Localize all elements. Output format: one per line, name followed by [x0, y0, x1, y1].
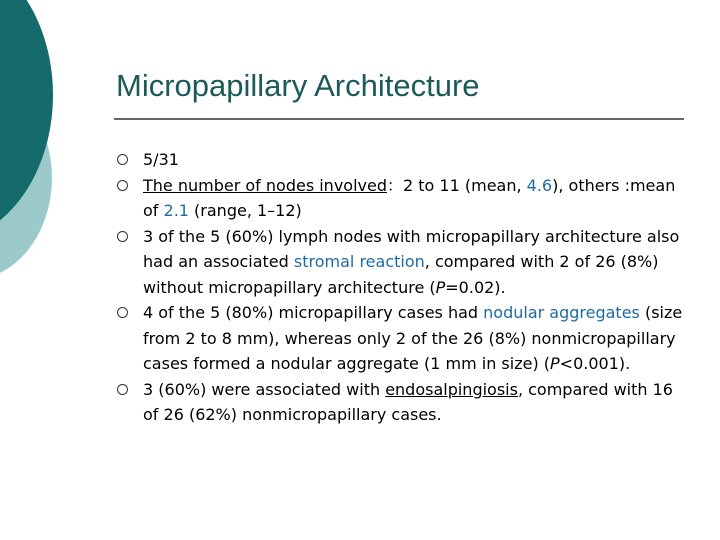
bullet-text: ), others :mean of [143, 175, 676, 220]
bullet-text: =0.02). [445, 277, 506, 297]
slide-title: Micropapillary Architecture [116, 68, 480, 103]
decorative-circles [0, 0, 60, 290]
bullet-text: , compared with 2 of 26 (8%) without micropapillary architecture ( [143, 252, 659, 297]
bullet-text: 5/31 [143, 150, 179, 169]
underlined-term: The number of nodes involved [143, 175, 387, 195]
highlight-value: 4.6 [526, 175, 553, 195]
bullet-item [117, 173, 687, 224]
bullet-item [117, 300, 687, 377]
highlight-term: nodular aggregates [483, 303, 640, 322]
bullet-text: , compared with 16 of 26 (62%) nonmicropapillary cases. [143, 379, 673, 424]
bullet-text: 3 of the 5 (60%) lymph nodes with micropapillary architecture also had an associated [143, 226, 680, 271]
title-divider [114, 118, 684, 120]
bullet-list [117, 147, 687, 428]
highlight-value: 2.1 [163, 201, 189, 220]
highlight-term: stromal reaction [293, 252, 425, 271]
bullet-item [117, 224, 687, 301]
underlined-term: endosalpingiosis [385, 379, 518, 399]
hollow-circle-icon [117, 180, 128, 191]
hollow-circle-icon [117, 154, 128, 165]
bullet-item [117, 377, 687, 428]
bullet-text: ：2 to 11 (mean, [387, 175, 527, 195]
hollow-circle-icon [117, 384, 128, 395]
bullet-text: 3 (60%) were associated with [143, 379, 386, 399]
bullet-item [117, 147, 687, 173]
p-value-label: P [550, 354, 560, 373]
bullet-text: <0.001). [559, 354, 631, 373]
hollow-circle-icon [117, 231, 128, 242]
bullet-text: 4 of the 5 (80%) micropapillary cases had [143, 303, 484, 322]
hollow-circle-icon [117, 307, 128, 318]
bullet-text: (range, 1–12) [188, 201, 302, 220]
bullet-text: (size from 2 to 8 mm), whereas only 2 of the 26 (8%) nonmicropapillary cases formed a nodular aggregate (1 mm in size) ( [143, 303, 683, 373]
p-value-label: P [435, 277, 446, 297]
